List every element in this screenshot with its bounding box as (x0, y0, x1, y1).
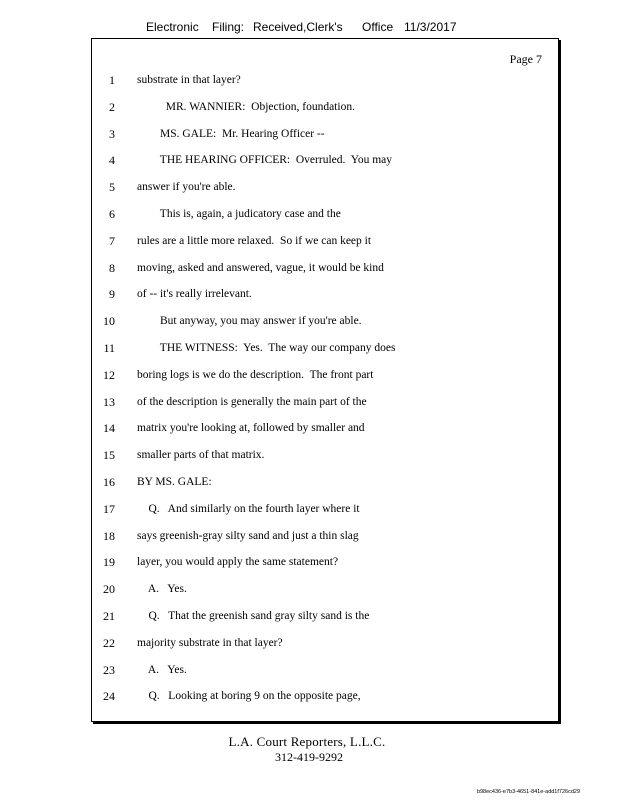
transcript-line-text: Q. That the greenish sand gray silty sand is the (137, 610, 370, 622)
transcript-line-text: answer if you're able. (137, 181, 236, 193)
transcript-line-text: Q. Looking at boring 9 on the opposite page, (137, 690, 361, 702)
line-number: 18 (103, 529, 115, 543)
transcript-line-text: A. Yes. (137, 664, 187, 676)
transcript-line-text: matrix you're looking at, followed by smaller and (137, 422, 365, 434)
line-number: 5 (109, 180, 115, 194)
transcript-line-text: of the description is generally the main part of the (137, 396, 367, 408)
transcript-line-text: MS. GALE: Mr. Hearing Officer -- (137, 128, 325, 140)
line-number: 22 (103, 636, 115, 650)
transcript-line-text: MR. WANNIER: Objection, foundation. (137, 101, 355, 113)
transcript-line-text: But anyway, you may answer if you're able. (137, 315, 362, 327)
line-number: 21 (103, 609, 115, 623)
transcript-line-text: rules are a little more relaxed. So if we can keep it (137, 235, 372, 247)
stamp-filing: Filing: (212, 20, 245, 34)
court-reporter-name-text: L.A. Court Reporters, L.L.C. (228, 734, 386, 749)
line-number: 19 (103, 555, 115, 569)
line-number: 9 (109, 287, 115, 301)
line-number: 11 (103, 341, 115, 355)
line-number: 17 (103, 502, 115, 516)
transcript-line-text: THE HEARING OFFICER: Overruled. You may (137, 154, 393, 166)
stamp-date: 11/3/2017 (404, 20, 457, 34)
line-number: 1 (109, 73, 115, 87)
transcript-line-text: of -- it's really irrelevant. (137, 288, 252, 300)
stamp-electronic: Electronic (146, 20, 199, 34)
line-number: 4 (109, 153, 115, 167)
transcript-line-text: says greenish-gray silty sand and just a thin slag (137, 530, 359, 542)
line-number: 7 (109, 234, 115, 248)
court-reporter-name (0, 734, 618, 750)
transcript-line-text: majority substrate in that layer? (137, 637, 283, 649)
stamp-received-clerks: Received,Clerk's (253, 20, 343, 34)
transcript-line-text: This is, again, a judicatory case and the (137, 208, 341, 220)
transcript-line-text: layer, you would apply the same statement? (137, 556, 339, 568)
stamp-office: Office (362, 20, 394, 34)
line-number: 3 (109, 127, 115, 141)
line-number: 10 (103, 314, 115, 328)
line-number: 20 (103, 582, 115, 596)
line-number: 15 (103, 448, 115, 462)
line-number: 23 (103, 663, 115, 677)
transcript-line-text: smaller parts of that matrix. (137, 449, 265, 461)
line-number: 14 (103, 421, 115, 435)
transcript-page (91, 38, 559, 722)
transcript-line-text: A. Yes. (137, 583, 187, 595)
transcript-line-text: moving, asked and answered, vague, it would be kind (137, 262, 384, 274)
line-number: 24 (103, 689, 115, 703)
transcript-line-text: THE WITNESS: Yes. The way our company does (137, 342, 396, 354)
document-id: b98ec436-e7b3-4651-841e-add1f726cd29 (476, 789, 580, 795)
transcript-line-text: boring logs is we do the description. The front part (137, 369, 374, 381)
transcript-line-text: Q. And similarly on the fourth layer where it (137, 503, 360, 515)
page-number: Page 7 (509, 52, 542, 66)
line-number: 6 (109, 207, 115, 221)
line-number: 8 (109, 261, 115, 275)
transcript-line-text: BY MS. GALE: (137, 476, 212, 488)
court-reporter-phone: 312-419-9292 (275, 750, 343, 764)
line-number: 12 (103, 368, 115, 382)
line-number: 2 (109, 100, 115, 114)
transcript-line-text: substrate in that layer? (137, 74, 241, 86)
line-number: 16 (103, 475, 115, 489)
line-number: 13 (103, 395, 115, 409)
